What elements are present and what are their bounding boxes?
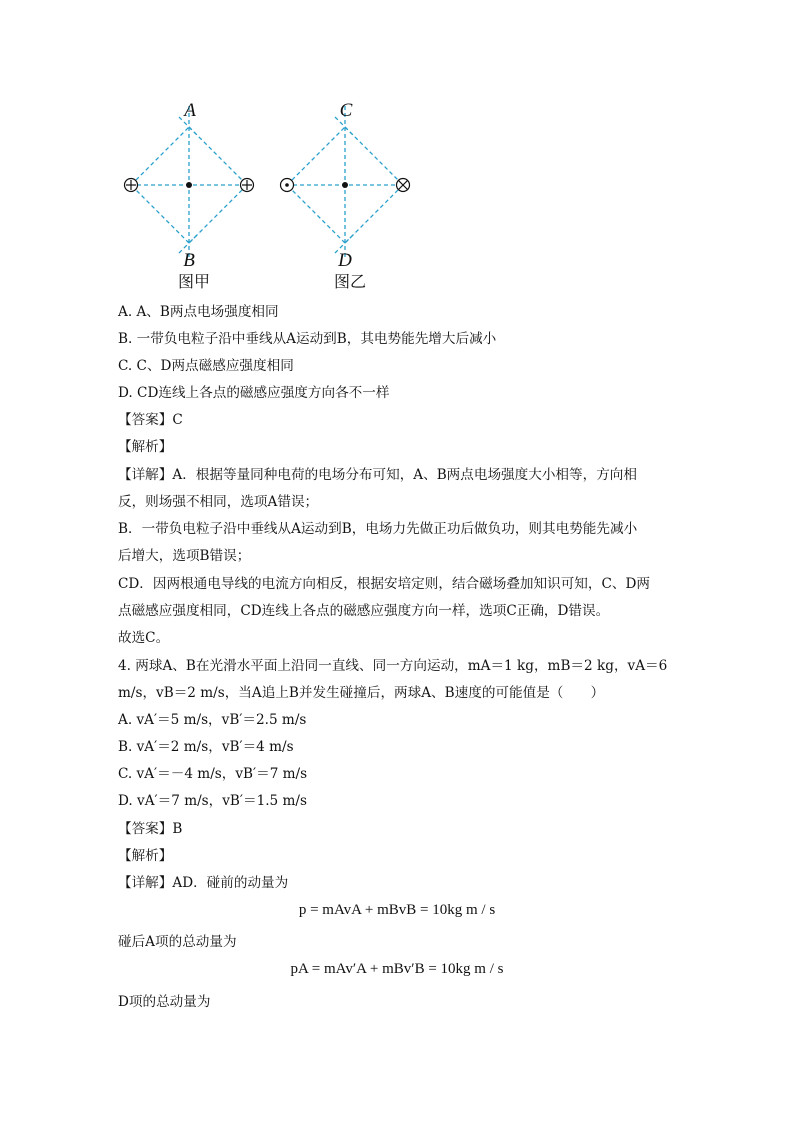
q3-detail-line: 点磁感应强度相同，CD连线上各点的磁感应强度方向一样，选项C正确，D错误。 bbox=[118, 603, 610, 619]
q3-detail-line: CD．因两根通电导线的电流方向相反，根据安培定则，结合磁场叠加知识可知，C、D两 bbox=[118, 576, 650, 592]
q4-after-d-label: D项的总动量为 bbox=[118, 994, 211, 1010]
q4-option-a: A. vA′＝5 m/s，vB′＝2.5 m/s bbox=[118, 712, 307, 728]
label-c: C bbox=[339, 100, 353, 121]
current-into-page-icon bbox=[397, 179, 410, 192]
q3-conclusion: 故选C。 bbox=[118, 630, 170, 646]
q4-detail-line: 【详解】AD．碰前的动量为 bbox=[118, 875, 289, 891]
q4-answer: 【答案】B bbox=[118, 821, 183, 837]
q3-detail-line: 反，则场强不相同，选项A错误； bbox=[118, 494, 319, 510]
q4-stem-line-2: m/s，vB＝2 m/s，当A追上B并发生碰撞后，两球A、B速度的可能值是（ ） bbox=[118, 685, 605, 701]
current-out-of-page-icon bbox=[281, 179, 294, 192]
caption-yi: 图乙 bbox=[334, 272, 367, 291]
dashed-edge bbox=[287, 185, 345, 243]
midpoint-dot bbox=[342, 182, 348, 188]
label-a: A bbox=[184, 100, 196, 121]
dashed-edge bbox=[287, 127, 345, 185]
dashed-edge bbox=[345, 127, 403, 185]
label-b: B bbox=[183, 250, 195, 271]
electric-magnetic-field-figure bbox=[110, 96, 430, 296]
dashed-edge bbox=[189, 185, 247, 243]
q3-option-a: A. A、B两点电场强度相同 bbox=[118, 304, 279, 320]
figure-yi bbox=[281, 100, 410, 291]
q3-detail-line: 【详解】A．根据等量同种电荷的电场分布可知，A、B两点电场强度大小相等，方向相 bbox=[118, 467, 637, 483]
q3-option-c: C. C、D两点磁感应强度相同 bbox=[118, 358, 294, 374]
label-d: D bbox=[338, 250, 352, 271]
caption-jia: 图甲 bbox=[178, 272, 211, 291]
q3-detail-line: 后增大，选项B错误； bbox=[118, 548, 251, 564]
dashed-edge bbox=[131, 185, 189, 243]
q3-detail-line: B．一带负电粒子沿中垂线从A运动到B，电场力先做正功后做负功，则其电势能先减小 bbox=[118, 521, 638, 537]
figure-group bbox=[110, 96, 430, 296]
q3-answer: 【答案】C bbox=[118, 412, 183, 428]
momentum-formula-before: p = mAvA + mBvB = 10kg m / s bbox=[298, 902, 496, 918]
q4-after-a-label: 碰后A项的总动量为 bbox=[118, 934, 237, 950]
q4-option-c: C. vA′＝－4 m/s，vB′＝7 m/s bbox=[118, 766, 308, 782]
dashed-edge bbox=[189, 127, 247, 185]
dashed-edge bbox=[345, 185, 403, 243]
figure-jia bbox=[125, 100, 254, 291]
q4-stem-line-1: 4. 两球A、B在光滑水平面上沿同一直线、同一方向运动，mA＝1 kg，mB＝2 kg，vA＝6 bbox=[118, 658, 668, 674]
q3-analysis-label: 【解析】 bbox=[118, 439, 173, 455]
q3-option-b: B. 一带负电粒子沿中垂线从A运动到B，其电势能先增大后减小 bbox=[118, 331, 497, 347]
dashed-edge bbox=[131, 127, 189, 185]
q3-option-d: D. CD连线上各点的磁感应强度方向各不一样 bbox=[118, 385, 390, 401]
positive-charge-left-icon bbox=[125, 179, 138, 192]
q4-analysis-label: 【解析】 bbox=[118, 848, 173, 864]
momentum-formula-after-a: pA = mAv′A + mBv′B = 10kg m / s bbox=[290, 961, 504, 977]
positive-charge-right-icon bbox=[241, 179, 254, 192]
q4-option-b: B. vA′＝2 m/s，vB′＝4 m/s bbox=[118, 739, 294, 755]
midpoint-dot bbox=[186, 182, 192, 188]
q4-option-d: D. vA′＝7 m/s，vB′＝1.5 m/s bbox=[118, 793, 307, 809]
